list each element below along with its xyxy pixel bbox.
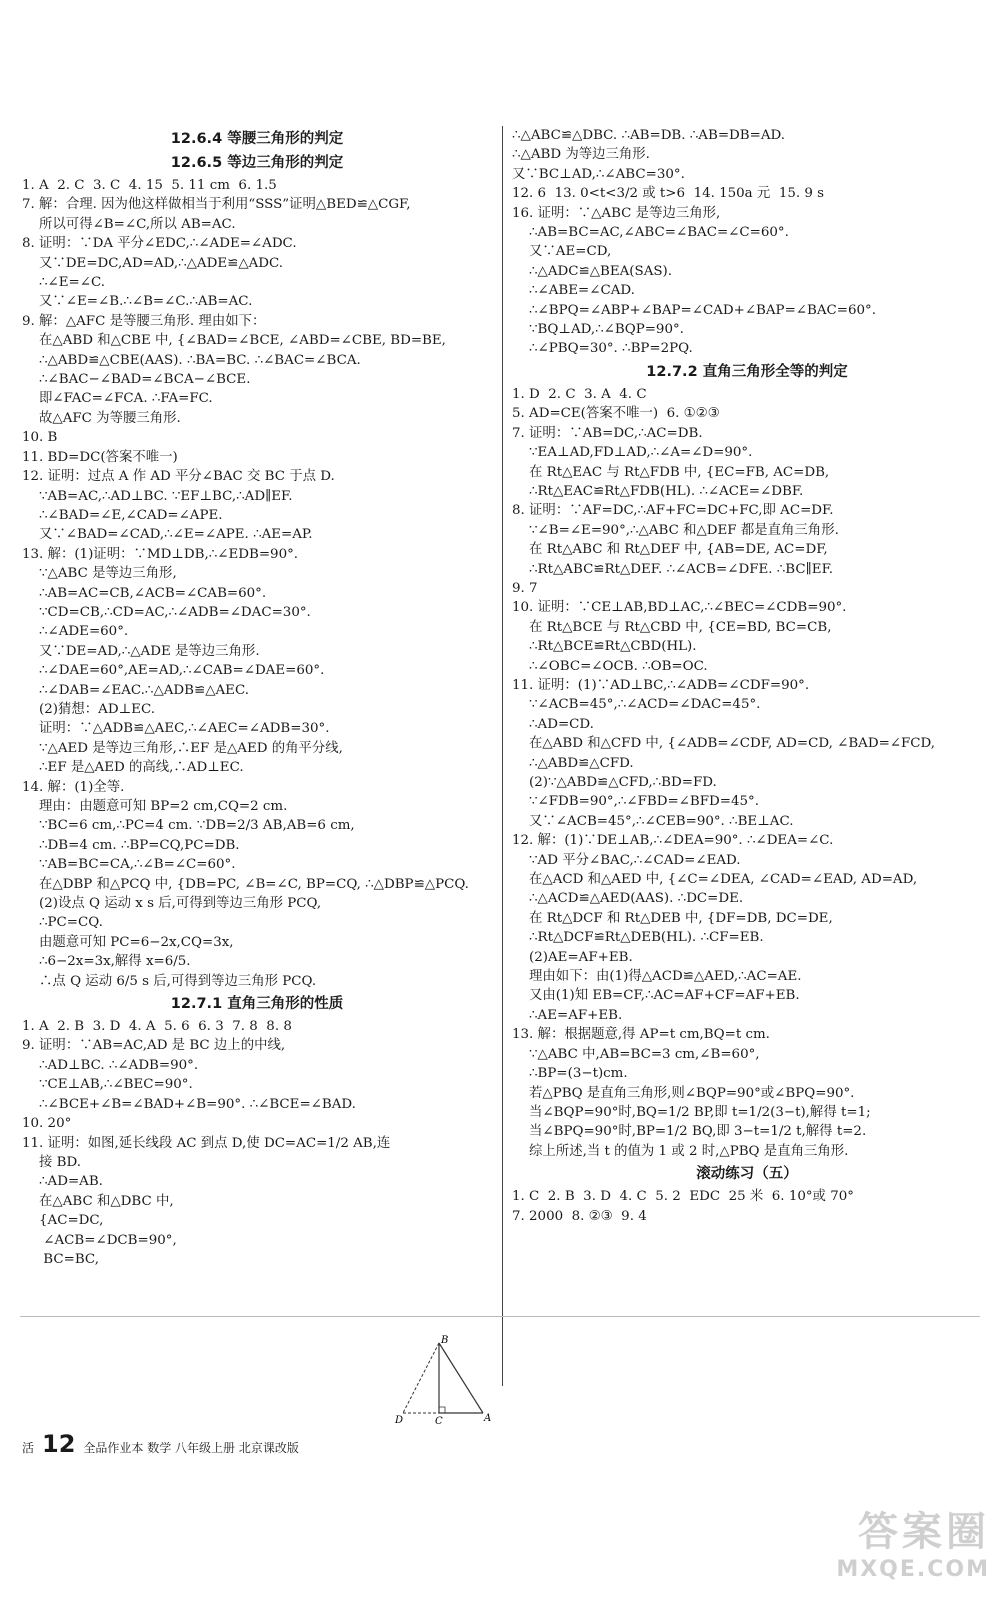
answer-line: ∴AD=CD.: [512, 716, 594, 732]
answer-line: 8. 证明：∵DA 平分∠EDC,∴∠ADE=∠ADC.: [22, 236, 297, 252]
column-divider: [502, 126, 503, 1386]
answer-line: (2)∵△ABD≌△CFD,∴BD=FD.: [512, 775, 717, 790]
page-number: 12: [42, 1430, 76, 1458]
answers-rolling-practice-5: [512, 1187, 982, 1226]
answer-line: ∴△ABD 为等边三角形.: [512, 147, 650, 163]
answer-line: 在△DBP 和△PCQ 中, {DB=PC, ∠B=∠C, BP=CQ, ∴△DBP≌△PCQ.: [22, 876, 469, 892]
figure-label-d: D: [395, 1415, 404, 1425]
answer-line: 在 Rt△ABC 和 Rt△DEF 中, {AB=DE, AC=DF,: [512, 542, 828, 558]
section-heading-12-7-1: 12.7.1 直角三角形的性质: [170, 996, 344, 1013]
answer-line: 在△ABD 和△CFD 中, {∠ADB=∠CDF, AD=CD, ∠BAD=∠FCD,: [512, 736, 936, 752]
answer-line: ∴BP=(3−t)cm.: [512, 1066, 628, 1082]
answer-line: ∴∠BAC−∠BAD=∠BCA−∠BCE.: [22, 372, 251, 388]
answer-line: ∴∠OBC=∠OCB. ∴OB=OC.: [512, 658, 708, 674]
answer-line: 在 Rt△DCF 和 Rt△DEB 中, {DF=DB, DC=DE,: [512, 910, 833, 926]
answer-line: {AC=DC,: [22, 1213, 104, 1229]
answer-line: 故△AFC 为等腰三角形.: [22, 410, 181, 426]
answers-12-7-1: [22, 1017, 492, 1269]
answer-line: ∴点 Q 运动 6/5 s 后,可得到等边三角形 PCQ.: [22, 973, 317, 989]
answer-line: ∴∠E=∠C.: [22, 275, 106, 291]
triangle-figure: [395, 1335, 495, 1425]
answer-line: ∴∠PBQ=30°. ∴BP=2PQ.: [512, 341, 693, 357]
answers-12-6: [22, 176, 492, 991]
answer-line: 11. BD=DC(答案不唯一): [22, 449, 178, 465]
figure-label-b: B: [441, 1335, 449, 1346]
answer-line: 1. A 2. B 3. D 4. A 5. 6 6. 3 7. 8 8. 8: [22, 1019, 292, 1035]
answer-line: ∴Rt△ABC≌Rt△DEF. ∴∠ACB=∠DFE. ∴BC∥EF.: [512, 561, 834, 577]
answer-line: 在△ACD 和△AED 中, {∠C=∠DEA, ∠CAD=∠EAD, AD=AD,: [512, 872, 918, 888]
answer-line: ∴∠ABE=∠CAD.: [512, 283, 635, 299]
answer-line: 在△ABD 和△CBE 中, {∠BAD=∠BCE, ∠ABD=∠CBE, BD=BE,: [22, 333, 446, 349]
left-column: [22, 126, 492, 1269]
answer-line: ∵△AED 是等边三角形,∴EF 是△AED 的角平分线,: [22, 740, 343, 756]
answer-line: 7. 证明：∵AB=DC,∴AC=DB.: [512, 425, 703, 441]
answer-line: 12. 证明：过点 A 作 AD 平分∠BAC 交 BC 于点 D.: [22, 469, 335, 485]
answer-line: ∴AD=AB.: [22, 1174, 103, 1190]
answer-line: 13. 解：(1)证明：∵MD⊥DB,∴∠EDB=90°.: [22, 546, 299, 562]
answer-line: ∴6−2x=3x,解得 x=6/5.: [22, 954, 191, 970]
answer-line: 又由(1)知 EB=CF,∴AC=AF+CF=AF+EB.: [512, 988, 800, 1004]
answer-line: 14. 解：(1)全等.: [22, 779, 125, 795]
answer-line: 又∵∠BAD=∠CAD,∴∠E=∠APE. ∴AE=AP.: [22, 527, 313, 543]
footer-prefix: 活: [22, 1441, 35, 1455]
answer-line: (2)设点 Q 运动 x s 后,可得到等边三角形 PCQ,: [22, 896, 322, 912]
answer-line: ∵CE⊥AB,∴∠BEC=90°.: [22, 1077, 193, 1093]
answer-line: 所以可得∠B=∠C,所以 AB=AC.: [22, 216, 236, 232]
answer-line: ∴AD⊥BC. ∴∠ADB=90°.: [22, 1057, 199, 1073]
answer-line: 当∠BPQ=90°时,BP=1/2 BQ,即 3−t=1/2 t,解得 t=2.: [512, 1124, 867, 1140]
answer-line: 当∠BQP=90°时,BQ=1/2 BP,即 t=1/2(3−t),解得 t=1;: [512, 1104, 871, 1120]
answer-line: ∵EA⊥AD,FD⊥AD,∴∠A=∠D=90°.: [512, 445, 753, 461]
answer-line: ∵∠ACB=45°,∴∠ACD=∠DAC=45°.: [512, 697, 761, 713]
site-watermark: [836, 1500, 990, 1582]
book-info: 全品作业本 数学 八年级上册 北京课改版: [83, 1441, 299, 1455]
figure-segment-bd: [403, 1343, 439, 1413]
answer-line: ∵BQ⊥AD,∴∠BQP=90°.: [512, 322, 684, 338]
answer-line: 1. D 2. C 3. A 4. C: [512, 386, 647, 402]
answer-line: 又∵∠ACB=45°,∴∠CEB=90°. ∴BE⊥AC.: [512, 813, 794, 829]
answer-line: 又∵AE=CD,: [512, 244, 612, 260]
answer-line: ∴△ACD≌△AED(AAS). ∴DC=DE.: [512, 891, 744, 907]
section-heading-12-7-2: 12.7.2 直角三角形全等的判定: [646, 363, 848, 380]
figure-label-c: C: [435, 1416, 443, 1425]
answer-line: ∴∠DAB=∠EAC.∴△ADB≌△AEC.: [22, 682, 249, 698]
answer-line: 在 Rt△EAC 与 Rt△FDB 中, {EC=FB, AC=DB,: [512, 464, 830, 480]
answer-line: 又∵DE=DC,AD=AD,∴△ADE≌△ADC.: [22, 255, 284, 271]
answer-line: 9. 7: [512, 580, 538, 596]
answer-line: ∵△ABC 中,AB=BC=3 cm,∠B=60°,: [512, 1046, 760, 1062]
answer-line: 证明：∵△ADB≌△AEC,∴∠AEC=∠ADB=30°.: [22, 721, 330, 737]
section-heading-12-6-4: 12.6.4 等腰三角形的判定: [170, 131, 344, 147]
answer-line: 又∵BC⊥AD,∴∠ABC=30°.: [512, 166, 685, 182]
answer-line: 10. B: [22, 430, 58, 446]
answer-line: ∴∠ADE=60°.: [22, 624, 129, 640]
answer-line: 7. 解：合理. 因为他这样做相当于利用“SSS”证明△BED≌△CGF,: [22, 197, 411, 213]
answer-line: ∴AB=BC=AC,∠ABC=∠BAC=∠C=60°.: [512, 225, 789, 241]
answer-line: 即∠FAC=∠FCA. ∴FA=FC.: [22, 391, 213, 407]
answer-line: 理由：由题意可知 BP=2 cm,CQ=2 cm.: [22, 799, 288, 814]
answer-line: 由题意可知 PC=6−2x,CQ=3x,: [22, 934, 234, 950]
answer-line: ∠ACB=∠DCB=90°,: [22, 1232, 177, 1248]
answer-line: ∵AD 平分∠BAC,∴∠CAD=∠EAD.: [512, 852, 741, 868]
answer-line: ∴Rt△DCF≌Rt△DEB(HL). ∴CF=EB.: [512, 930, 764, 946]
answer-line: 在△ABC 和△DBC 中,: [22, 1193, 174, 1209]
answer-line: ∵∠FDB=90°,∴∠FBD=∠BFD=45°.: [512, 794, 759, 810]
section-heading-12-6-5: 12.6.5 等边三角形的判定: [170, 155, 344, 171]
answer-line: ∴△ABC≌△DBC. ∴AB=DB. ∴AB=DB=AD.: [512, 128, 786, 143]
answer-line: ∴EF 是△AED 的高线,∴AD⊥EC.: [22, 760, 244, 776]
answer-line: ∴△ADC≌△BEA(SAS).: [512, 263, 673, 279]
answer-line: ∴Rt△BCE≌Rt△CBD(HL).: [512, 639, 697, 655]
figure-label-a: A: [484, 1413, 492, 1424]
answer-line: ∵AB=BC=CA,∴∠B=∠C=60°.: [22, 857, 236, 873]
answer-line: 综上所述,当 t 的值为 1 或 2 时,△PBQ 是直角三角形.: [512, 1143, 849, 1159]
right-angle-mark: [439, 1407, 445, 1413]
answer-line: ∴∠DAE=60°,AE=AD,∴∠CAB=∠DAE=60°.: [22, 663, 325, 679]
answer-line: 11. 证明：(1)∵AD⊥BC,∴∠ADB=∠CDF=90°.: [512, 677, 810, 693]
answer-line: 12. 6 13. 0<t<3/2 或 t>6 14. 150a 元 15. 9 s: [512, 186, 825, 202]
answer-line: BC=BC,: [22, 1251, 99, 1267]
answer-line: ∴PC=CQ.: [22, 915, 103, 931]
watermark-url: MXQE.COM: [836, 1557, 990, 1582]
answer-line: 10. 20°: [22, 1116, 72, 1132]
answer-line: 11. 证明：如图,延长线段 AC 到点 D,使 DC=AC=1/2 AB,连: [22, 1135, 391, 1151]
answer-line: ∴AB=AC=CB,∠ACB=∠CAB=60°.: [22, 585, 267, 601]
answer-line: ∴AE=AF+EB.: [512, 1007, 623, 1023]
answers-12-7-2: [512, 385, 982, 1161]
section-heading-rolling-practice-5: 滚动练习（五）: [696, 1166, 798, 1183]
answer-line: 9. 解：△AFC 是等腰三角形. 理由如下：: [22, 313, 266, 329]
answer-line: ∵BC=6 cm,∴PC=4 cm. ∵DB=2/3 AB,AB=6 cm,: [22, 818, 355, 834]
answer-line: 7. 2000 8. ②③ 9. 4: [512, 1208, 647, 1224]
answer-line: 5. AD=CE(答案不唯一) 6. ①②③: [512, 406, 720, 422]
answer-line: 在 Rt△BCE 与 Rt△CBD 中, {CE=BD, BC=CB,: [512, 619, 832, 635]
answers-12-7-1-continued: [512, 126, 982, 359]
answer-line: 13. 解：根据题意,得 AP=t cm,BQ=t cm.: [512, 1027, 770, 1043]
answer-line: ∴DB=4 cm. ∴BP=CQ,PC=DB.: [22, 837, 240, 853]
answer-line: 10. 证明：∵CE⊥AB,BD⊥AC,∴∠BEC=∠CDB=90°.: [512, 600, 847, 616]
answer-line: (2)猜想：AD⊥EC.: [22, 701, 155, 717]
answer-line: ∴∠BPQ=∠ABP+∠BAP=∠CAD+∠BAP=∠BAC=60°.: [512, 302, 876, 318]
answer-line: 1. A 2. C 3. C 4. 15 5. 11 cm 6. 1.5: [22, 178, 277, 193]
answer-line: ∴∠BCE+∠B=∠BAD+∠B=90°. ∴∠BCE=∠BAD.: [22, 1096, 356, 1112]
answer-line: 接 BD.: [22, 1154, 82, 1170]
answer-line: 1. C 2. B 3. D 4. C 5. 2 EDC 25 米 6. 10°或 70°: [512, 1189, 854, 1205]
answer-line: ∴△ABD≌△CFD.: [512, 755, 634, 771]
answer-line: 12. 解：(1)∵DE⊥AB,∴∠DEA=90°. ∴∠DEA=∠C.: [512, 833, 834, 849]
answer-line: ∴△ABD≌△CBE(AAS). ∴BA=BC. ∴∠BAC=∠BCA.: [22, 352, 361, 368]
bottom-rule: [20, 1316, 980, 1317]
answer-line: 16. 证明：∵△ABC 是等边三角形,: [512, 205, 721, 221]
answer-line: 理由如下：由(1)得△ACD≌△AED,∴AC=AE.: [512, 969, 802, 985]
answer-line: ∵∠B=∠E=90°,∴△ABC 和△DEF 都是直角三角形.: [512, 522, 839, 538]
answer-line: (2)AE=AF+EB.: [512, 949, 633, 965]
answer-line: 又∵∠E=∠B.∴∠B=∠C.∴AB=AC.: [22, 294, 253, 310]
answer-line: ∵CD=CB,∴CD=AC,∴∠ADB=∠DAC=30°.: [22, 604, 311, 620]
answer-line: ∴Rt△EAC≌Rt△FDB(HL). ∴∠ACE=∠DBF.: [512, 483, 804, 499]
page-footer: [22, 1430, 299, 1458]
answer-line: 又∵DE=AD,∴△ADE 是等边三角形.: [22, 643, 260, 659]
answer-line: 8. 证明：∵AF=DC,∴AF+FC=DC+FC,即 AC=DF.: [512, 503, 834, 519]
answer-line: ∴∠BAD=∠E,∠CAD=∠APE.: [22, 507, 223, 523]
answer-line: 9. 证明：∵AB=AC,AD 是 BC 边上的中线,: [22, 1038, 286, 1054]
answer-line: ∵△ABC 是等边三角形,: [22, 566, 177, 582]
answer-line: ∵AB=AC,∴AD⊥BC. ∵EF⊥BC,∴AD∥EF.: [22, 488, 293, 504]
right-column: [512, 126, 982, 1226]
answer-line: 若△PBQ 是直角三角形,则∠BQP=90°或∠BPQ=90°.: [512, 1085, 855, 1101]
figure-segment-ba: [439, 1343, 483, 1413]
watermark-logo-text: 答案圈: [858, 1509, 990, 1555]
